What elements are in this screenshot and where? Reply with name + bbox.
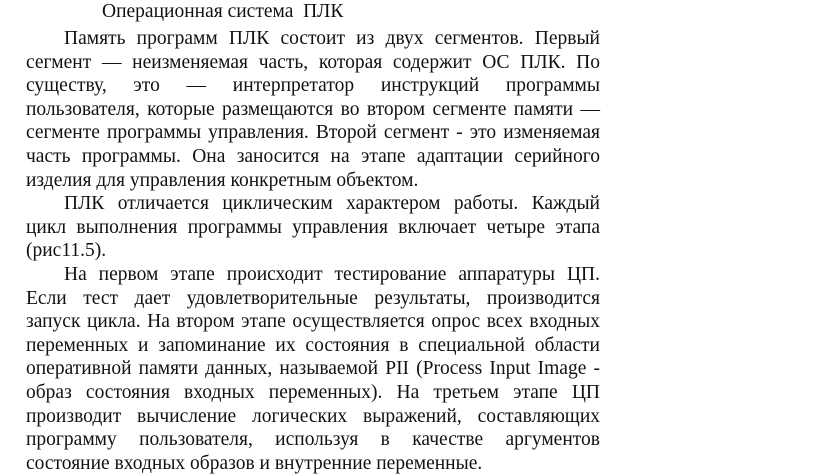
paragraph-cyclic-operation: ПЛК отличается циклическим характером работы. Каждый цикл выполнения программы управления включает четыре этапа (рис11.5). bbox=[26, 193, 600, 262]
document-title: Операционная система ПЛК bbox=[102, 1, 344, 22]
paragraph-cycle-stages: На первом этапе происходит тестирование аппаратуры ЦП. Если тест дает удовлетворительные результаты, производится запуск цикла. На втором этапе осуществляется опрос всех входных переменных и запоминание их состояния в специальной области оперативной памяти данных, называемой PII (Process Input Image - образ состояния входных переменных). На третьем этапе ЦП производит вычисление логических выражений, составляющих программу пользователя, используя в качестве аргументов состояние входных образов и внутренние переменные. bbox=[26, 263, 600, 474]
document-page bbox=[26, 0, 600, 475]
paragraph-memory-segments: Память программ ПЛК состоит из двух сегментов. Первый сегмент — неизменяемая часть, которая содержит ОС ПЛК. По существу, это — интерпретатор инструкций программы пользователя, которые размещаются во втором сегменте памяти — сегменте программы управления. Второй сегмент - это изменяемая часть программы. Она заносится на этапе адаптации серийного изделия для управления конкретным объектом. bbox=[26, 28, 600, 191]
